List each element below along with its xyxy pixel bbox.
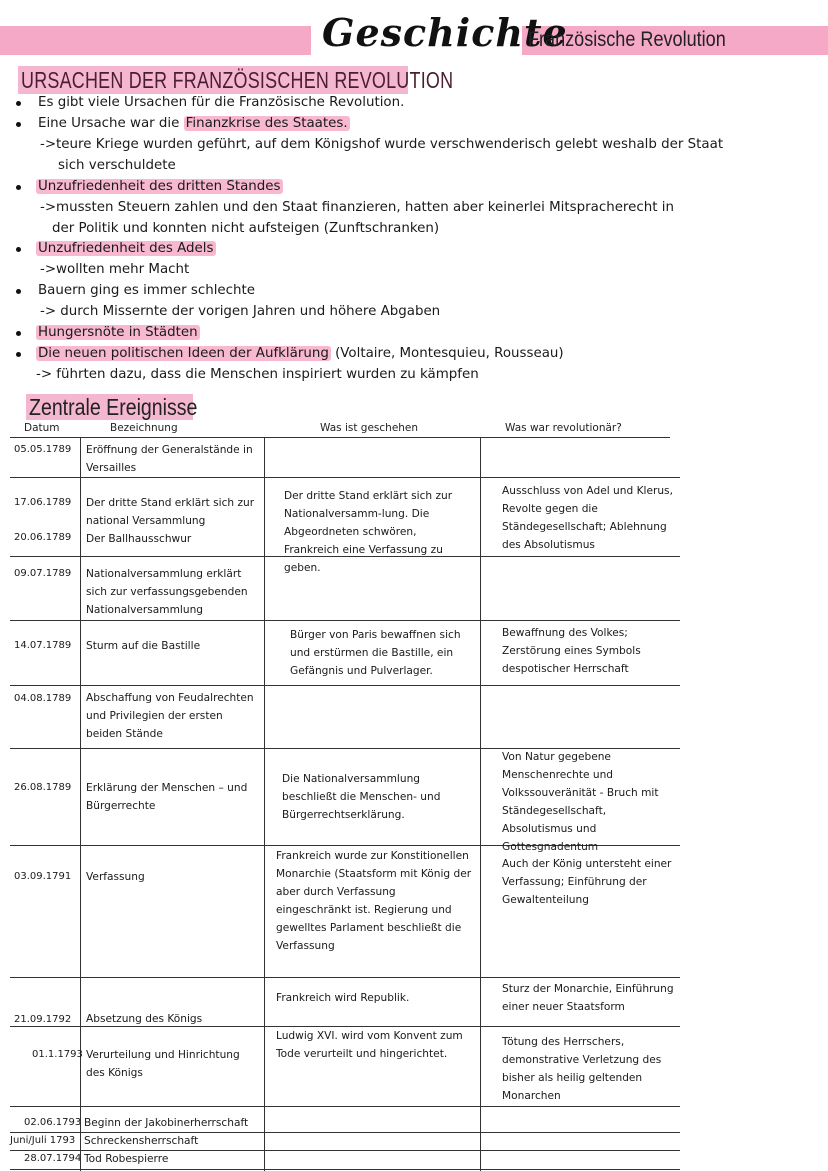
table-row-line (10, 977, 680, 978)
cause-5: Bauern ging es immer schlechte (38, 283, 255, 298)
col-header-datum: Datum (24, 422, 60, 434)
table-vline-3 (480, 437, 481, 1171)
row-name: Tod Robespierre (84, 1153, 169, 1165)
row-revolutionary: Bewaffnung des Volkes; Zerstörung eines Symbols despotischer Herrschaft (502, 627, 641, 675)
col-header-geschehen: Was ist geschehen (320, 422, 419, 434)
row-what: Bürger von Paris bewaffnen sich und erstürmen die Bastille, ein Gefängnis und Pulverlager. (290, 629, 461, 677)
bullet-dot (16, 101, 21, 106)
row-date: 03.09.1791 (14, 871, 72, 882)
cause-4-detail: ->wollten mehr Macht (40, 262, 190, 277)
bullet-dot (16, 185, 21, 190)
table-vline-1 (80, 437, 81, 1171)
row-date: 20.06.1789 (14, 532, 72, 543)
row-date: 04.08.1789 (14, 693, 72, 704)
row-name: Abschaffung von Feudalrechten und Privilegien der ersten beiden Stände (86, 692, 254, 740)
causes-heading-highlight (18, 66, 454, 94)
cause-3-detail-1: ->mussten Steuern zahlen und den Staat finanzieren, hatten aber keinerlei Mitspracherecht in (40, 200, 674, 215)
cause-7-detail: -> führten dazu, dass die Menschen inspiriert wurden zu kämpfen (36, 367, 479, 382)
table-row-line (10, 620, 680, 621)
table-header-line (10, 437, 670, 438)
cause-1: Es gibt viele Ursachen für die Französische Revolution. (38, 95, 405, 110)
header-bar-left (0, 26, 311, 55)
row-name: Verfassung (86, 871, 145, 883)
col-header-bezeichnung: Bezeichnung (110, 422, 178, 434)
row-name: Der dritte Stand erklärt sich zur national Versammlung (86, 497, 255, 527)
row-name: Verurteilung und Hinrichtung des Königs (86, 1049, 240, 1079)
bullet-dot (16, 331, 21, 336)
row-name: Schreckensherrschaft (84, 1135, 199, 1147)
cause-3-highlight: Unzufriedenheit des dritten Standes (38, 179, 281, 194)
cause-5-detail: -> durch Missernte der vorigen Jahren und höhere Abgaben (40, 304, 441, 319)
cause-2-text: Eine Ursache war die (38, 116, 184, 131)
row-revolutionary: Ausschluss von Adel und Klerus, Revolte gegen die Ständegesellschaft; Ablehnung des Absolutismus (502, 485, 673, 551)
cause-2-detail-1: ->teure Kriege wurden geführt, auf dem Königshof wurde verschwenderisch gelebt weshalb der Staat (40, 137, 724, 152)
page-subtitle: Französische Revolution (528, 28, 726, 51)
cause-2-highlight: Finanzkrise des Staates. (185, 116, 348, 131)
cause-6-highlight: Hungersnöte in Städten (38, 325, 198, 340)
causes-heading: URSACHEN DER FRANZÖSISCHEN REVOLUTION (21, 67, 454, 93)
bullet-dot (16, 247, 21, 252)
cause-7-highlight: Die neuen politischen Ideen der Aufklärung (38, 346, 329, 361)
events-heading-highlight (26, 394, 198, 420)
bullet-dot (16, 289, 21, 294)
row-revolutionary: Von Natur gegebene Menschenrechte und Volkssouveränität - Bruch mit Ständegesellschaft, Absolutismus und Gottesgnadentum (502, 751, 659, 853)
row-name: Eröffnung der Generalstände in Versailles (86, 444, 253, 474)
row-date: Juni/Juli 1793 (10, 1135, 76, 1146)
page-title: Geschichte (322, 10, 568, 55)
row-revolutionary: Sturz der Monarchie, Einführung einer neuer Staatsform (502, 983, 674, 1013)
cause-3-detail-2: der Politik und konnten nicht aufsteigen (Zunftschranken) (52, 221, 440, 236)
row-date: 02.06.1793 (24, 1117, 82, 1128)
row-name: Sturm auf die Bastille (86, 640, 201, 652)
bullet-dot (16, 352, 21, 357)
cause-2-detail-2: sich verschuldete (58, 158, 176, 173)
row-date: 01.1.1793 (32, 1049, 83, 1060)
cause-7-text: (Voltaire, Montesquieu, Rousseau) (330, 346, 564, 361)
cause-7 (36, 346, 564, 361)
cause-6 (36, 325, 200, 340)
row-revolutionary: Auch der König untersteht einer Verfassung; Einführung der Gewaltenteilung (502, 858, 672, 906)
table-row-line (10, 1106, 680, 1107)
row-date: 21.09.1792 (14, 1014, 72, 1025)
col-header-revolutionaer: Was war revolutionär? (505, 422, 622, 434)
row-name: Nationalversammlung erklärt sich zur verfassungsgebenden Nationalversammlung (86, 568, 248, 616)
events-heading: Zentrale Ereignisse (29, 394, 198, 420)
row-date: 09.07.1789 (14, 568, 72, 579)
row-revolutionary: Tötung des Herrschers, demonstrative Verletzung des bisher als heilig geltenden Monarchen (502, 1036, 662, 1102)
table-row-line (10, 1169, 680, 1170)
table-row-line (10, 685, 680, 686)
row-name: Beginn der Jakobinerherrschaft (84, 1117, 249, 1129)
row-name: Erklärung der Menschen – und Bürgerrechte (86, 782, 248, 812)
table-row-line (10, 477, 680, 478)
table-vline-2 (264, 437, 265, 1171)
row-date: 05.05.1789 (14, 444, 72, 455)
row-date: 14.07.1789 (14, 640, 72, 651)
cause-4 (36, 241, 216, 256)
row-what: Frankreich wird Republik. (276, 992, 410, 1004)
cause-2 (38, 116, 350, 131)
row-what: Frankreich wurde zur Konstitionellen Monarchie (Staatsform mit König der aber durch Verfassung eingeschränkt ist. Regierung und gewelltes Parlament beschließt die Verfassung (276, 850, 472, 952)
row-date: 17.06.1789 (14, 497, 72, 508)
bullet-dot (16, 122, 21, 127)
row-name: Absetzung des Königs (86, 1013, 203, 1025)
cause-4-highlight: Unzufriedenheit des Adels (38, 241, 214, 256)
row-what: Ludwig XVI. wird vom Konvent zum Tode verurteilt und hingerichtet. (276, 1030, 463, 1060)
row-date: 26.08.1789 (14, 782, 72, 793)
cause-3 (36, 179, 283, 194)
row-date: 28.07.1794 (24, 1153, 82, 1164)
row-what: Die Nationalversammlung beschließt die Menschen- und Bürgerrechtserklärung. (282, 773, 441, 821)
row-what: Der dritte Stand erklärt sich zur Nationalversamm-lung. Die Abgeordneten schwören, Frankreich eine Verfassung zu geben. (284, 490, 453, 574)
row-name-secondary: Der Ballhausschwur (86, 533, 192, 545)
